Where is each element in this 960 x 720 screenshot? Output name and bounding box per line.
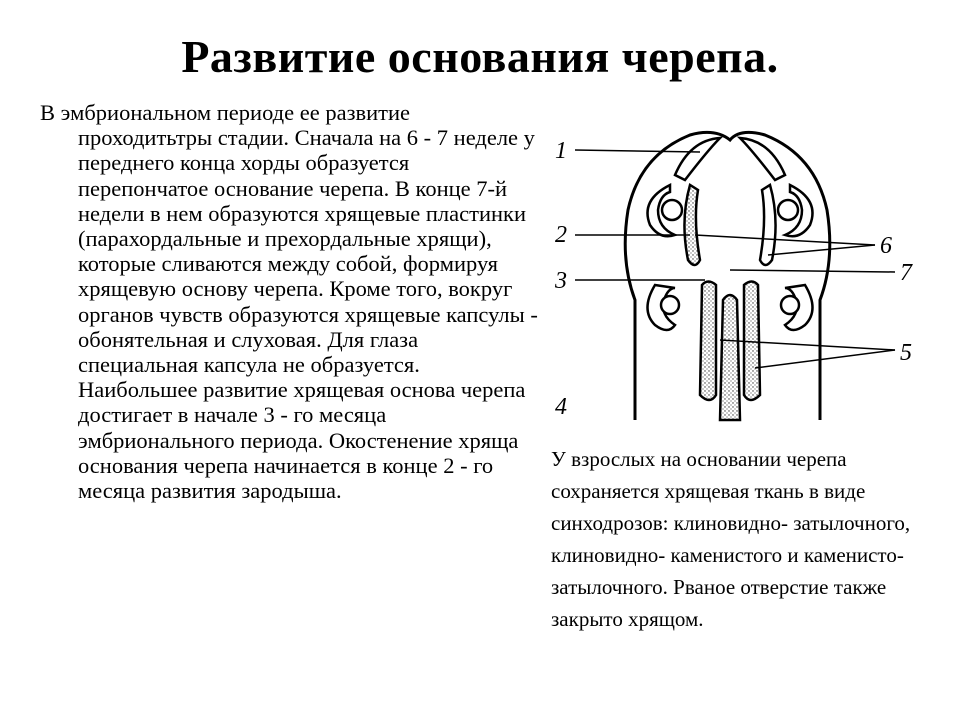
label-3: 3 xyxy=(555,268,567,294)
nasal-capsule-right xyxy=(740,138,785,180)
notochord xyxy=(720,295,740,420)
leader-6b xyxy=(768,245,875,255)
page-title: Развитие основания черепа. xyxy=(181,31,779,82)
otic-right xyxy=(781,296,799,314)
leader-7 xyxy=(730,270,895,272)
label-5: 5 xyxy=(900,340,912,366)
label-2: 2 xyxy=(555,222,567,248)
otic-left xyxy=(661,296,679,314)
eye-right xyxy=(778,200,798,220)
left-paragraph-body: проходитьтры стадии. Сначала на 6 - 7 неделе у переднего конца хорды образуется перепончатое основание черепа. В конце 7-й недели в нем образуются хрящевые пластинки (парахордальные и прехордальные хрящи), которые сливаются между собой, формируя хрящевую основу черепа. Кроме того, вокруг органов чувств образуются хрящевые капсулы - обонятельная и слуховая. Для глаза специальная капсула не образуется. Наибольшее развитие хрящевая основа черепа достигает в начале 3 - го месяца эмбрионального периода. Окостенение хряща основания черепа начинается в конце 2 - го месяца развития зародыша. xyxy=(78,125,538,504)
left-paragraph-first-line: В эмбриональном периоде ее развитие xyxy=(40,100,410,125)
parachordal-left xyxy=(700,282,716,401)
prechordal-cartilage-left xyxy=(684,185,700,265)
left-paragraph xyxy=(40,100,540,503)
skull-base-diagram xyxy=(540,110,930,430)
eye-left xyxy=(662,200,682,220)
leader-6a xyxy=(695,235,875,245)
leader-1 xyxy=(575,150,700,152)
skull-base-svg xyxy=(540,110,930,430)
label-7: 7 xyxy=(900,260,912,286)
right-paragraph: У взрослых на основании черепа сохраняется хрящевая ткань в виде синходрозов: клиновидно- затылочного, клиновидно- каменистого и каменисто- затылочного. Рваное отверстие также закрыто хрящом. xyxy=(551,447,911,631)
label-6: 6 xyxy=(880,233,892,259)
prechordal-cartilage-right xyxy=(760,185,776,265)
nasal-capsule xyxy=(675,138,720,180)
label-1: 1 xyxy=(555,138,567,164)
leader-5b xyxy=(755,350,895,368)
parachordal-right xyxy=(744,282,760,401)
label-4: 4 xyxy=(555,394,567,420)
